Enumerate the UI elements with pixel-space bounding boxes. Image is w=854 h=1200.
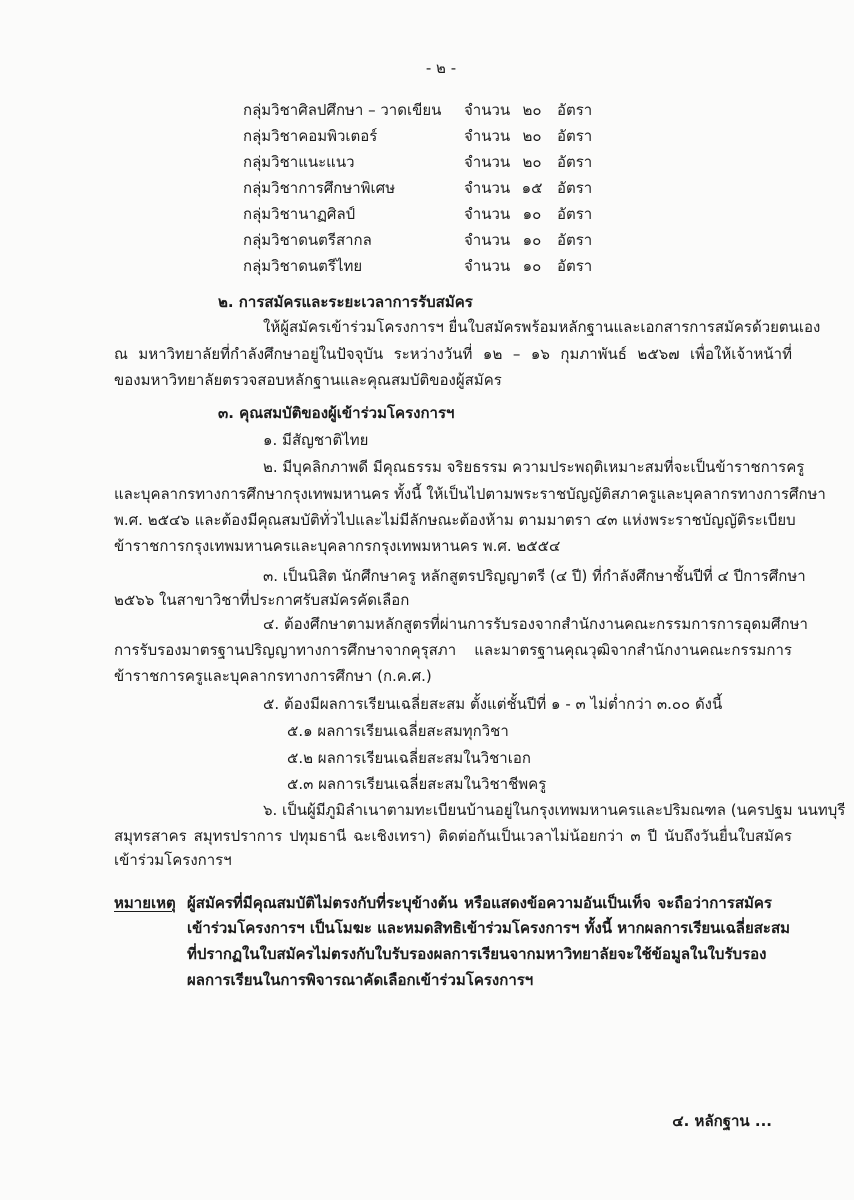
- quota-row: [0, 175, 854, 201]
- paragraph-line: พ.ศ. ๒๕๔๖ และต้องมีคุณสมบัติทั่วไปและไม่มีลักษณะต้องห้าม ตามมาตรา ๔๓ แห่งพระราชบัญญัติระเบียบ: [114, 511, 796, 529]
- paragraph-line: ของมหาวิทยาลัยตรวจสอบหลักฐานและคุณสมบัติของผู้สมัคร: [114, 371, 502, 389]
- qualification-subitem: ๕.๑ ผลการเรียนเฉลี่ยสะสมทุกวิชา: [287, 722, 509, 740]
- quota-row: [0, 253, 854, 279]
- quota-count: ๑๐: [522, 257, 542, 275]
- note-line: ผู้สมัครที่มีคุณสมบัติไม่ตรงกับที่ระบุข้างต้น หรือแสดงข้อความอันเป็นเท็จ จะถือว่าการสมัคร: [187, 894, 772, 912]
- paragraph-line: ๒๕๖๖ ในสาขาวิชาที่ประกาศรับสมัครคัดเลือก: [114, 591, 410, 609]
- quota-row: [0, 201, 854, 227]
- quota-row: [0, 123, 854, 149]
- qualification-item-5: ๕. ต้องมีผลการเรียนเฉลี่ยสะสม ตั้งแต่ชั้นปีที่ ๑ - ๓ ไม่ต่ำกว่า ๓.๐๐ ดังนี้: [263, 695, 723, 713]
- paragraph-line: การรับรองมาตรฐานปริญญาทางการศึกษาจากคุรุสภา และมาตรฐานคุณวุฒิจากสำนักงานคณะกรรมการ: [114, 641, 792, 659]
- quota-unit: อัตรา: [557, 101, 593, 119]
- qualification-item-6: ๖. เป็นผู้มีภูมิลำเนาตามทะเบียนบ้านอยู่ในกรุงเทพมหานครและปริมณฑล (นครปฐม นนทบุรี: [263, 801, 846, 819]
- paragraph-line: ข้าราชการครูและบุคลากรทางการศึกษา (ก.ค.ศ.): [114, 667, 432, 685]
- quota-row: [0, 149, 854, 175]
- quota-unit: อัตรา: [557, 127, 593, 145]
- quota-group-name: กลุ่มวิชาดนตรีไทย: [243, 257, 363, 275]
- paragraph-line: และบุคลากรทางการศึกษากรุงเทพมหานคร ทั้งนี้ ให้เป็นไปตามพระราชบัญญัติสภาครูและบุคลากรทางการศึกษา: [114, 485, 826, 503]
- quota-count-label: จำนวน: [464, 101, 511, 119]
- page-number: - ๒ -: [425, 59, 457, 77]
- quota-count-label: จำนวน: [464, 231, 511, 249]
- quota-row: [0, 97, 854, 123]
- qualification-item-1: ๑. มีสัญชาติไทย: [263, 431, 369, 449]
- quota-unit: อัตรา: [557, 205, 593, 223]
- quota-count-label: จำนวน: [464, 205, 511, 223]
- paragraph-line: ข้าราชการกรุงเทพมหานครและบุคลากรกรุงเทพมหานคร พ.ศ. ๒๕๕๔: [114, 537, 561, 555]
- quota-group-name: กลุ่มวิชานาฏศิลป์: [243, 205, 356, 223]
- next-page-continuation: ๔. หลักฐาน ...: [672, 1112, 772, 1130]
- quota-count-label: จำนวน: [464, 179, 511, 197]
- paragraph-line: ให้ผู้สมัครเข้าร่วมโครงการฯ ยื่นใบสมัครพร้อมหลักฐานและเอกสารการสมัครด้วยตนเอง: [263, 318, 821, 336]
- section-heading-qualifications: ๓. คุณสมบัติของผู้เข้าร่วมโครงการฯ: [218, 404, 455, 422]
- note-line: ที่ปรากฏในใบสมัครไม่ตรงกับใบรับรองผลการเรียนจากมหาวิทยาลัยจะใช้ข้อมูลในใบรับรอง: [187, 945, 767, 963]
- quota-group-name: กลุ่มวิชาดนตรีสากล: [243, 231, 372, 249]
- qualification-item-3: ๓. เป็นนิสิต นักศึกษาครู หลักสูตรปริญญาตรี (๔ ปี) ที่กำลังศึกษาชั้นปีที่ ๔ ปีการศึกษา: [263, 567, 806, 585]
- qualification-subitem: ๕.๒ ผลการเรียนเฉลี่ยสะสมในวิชาเอก: [287, 749, 531, 767]
- paragraph-line: เข้าร่วมโครงการฯ: [114, 851, 232, 869]
- quota-unit: อัตรา: [557, 257, 593, 275]
- quota-group-name: กลุ่มวิชาศิลปศึกษา – วาดเขียน: [243, 101, 442, 119]
- quota-unit: อัตรา: [557, 153, 593, 171]
- qualification-item-2: ๒. มีบุคลิกภาพดี มีคุณธรรม จริยธรรม ความประพฤติเหมาะสมที่จะเป็นข้าราชการครู: [263, 458, 805, 476]
- quota-count: ๑๐: [522, 231, 542, 249]
- quota-group-name: กลุ่มวิชาการศึกษาพิเศษ: [243, 179, 396, 197]
- qualification-item-4: ๔. ต้องศึกษาตามหลักสูตรที่ผ่านการรับรองจากสำนักงานคณะกรรมการการอุดมศึกษา: [263, 615, 808, 633]
- paragraph-line: สมุทรสาคร สมุทรปราการ ปทุมธานี ฉะเชิงเทรา) ติดต่อกันเป็นเวลาไม่น้อยกว่า ๓ ปี นับถึงวันยื่นใบสมัคร: [114, 827, 792, 845]
- quota-group-name: กลุ่มวิชาคอมพิวเตอร์: [243, 127, 378, 145]
- quota-count-label: จำนวน: [464, 257, 511, 275]
- quota-count: ๒๐: [522, 101, 542, 119]
- quota-unit: อัตรา: [557, 179, 593, 197]
- quota-count-label: จำนวน: [464, 153, 511, 171]
- paragraph-line: ณ มหาวิทยาลัยที่กำลังศึกษาอยู่ในปัจจุบัน ระหว่างวันที่ ๑๒ – ๑๖ กุมภาพันธ์ ๒๕๖๗ เพื่อให้เจ้าหน้าที่: [114, 345, 792, 363]
- note-line: ผลการเรียนในการพิจารณาคัดเลือกเข้าร่วมโครงการฯ: [187, 971, 534, 989]
- quota-row: [0, 227, 854, 253]
- note-label: หมายเหตุ: [114, 894, 176, 912]
- qualification-subitem: ๕.๓ ผลการเรียนเฉลี่ยสะสมในวิชาชีพครู: [287, 775, 547, 793]
- quota-count: ๒๐: [522, 127, 542, 145]
- quota-count: ๑๐: [522, 205, 542, 223]
- quota-count-label: จำนวน: [464, 127, 511, 145]
- quota-count: ๑๕: [521, 179, 543, 197]
- quota-unit: อัตรา: [557, 231, 593, 249]
- quota-count: ๒๐: [522, 153, 542, 171]
- quota-group-name: กลุ่มวิชาแนะแนว: [243, 153, 355, 171]
- section-heading-application: ๒. การสมัครและระยะเวลาการรับสมัคร: [218, 293, 473, 311]
- note-line: เข้าร่วมโครงการฯ เป็นโมฆะ และหมดสิทธิเข้าร่วมโครงการฯ ทั้งนี้ หากผลการเรียนเฉลี่ยสะสม: [187, 919, 791, 937]
